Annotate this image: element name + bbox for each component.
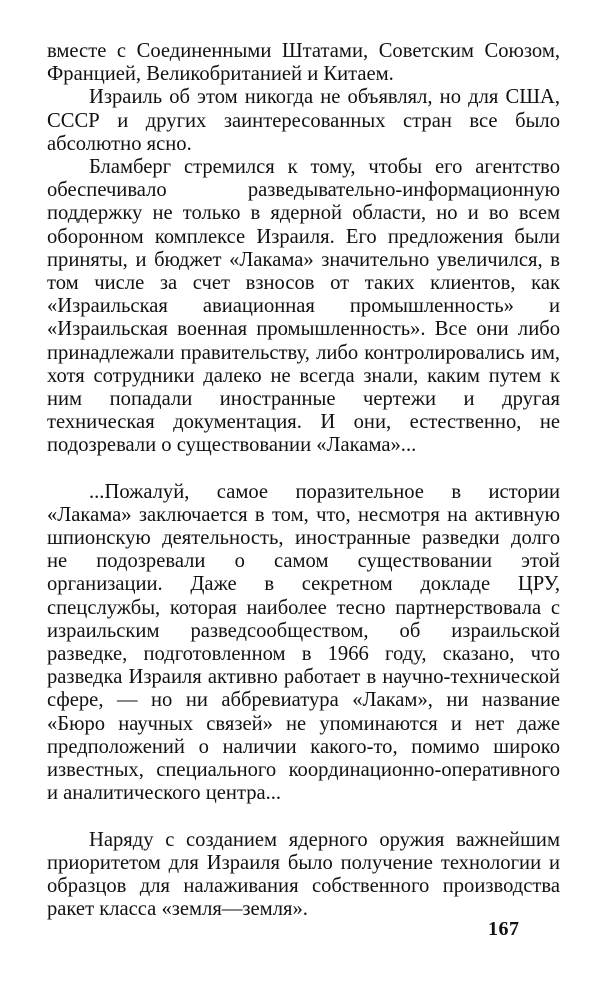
paragraph-4: ...Пожалуй, самое поразительное в истории «Лакама» заключается в том, что, несмотря на активную шпионскую деятельность, иностранные разведки долго не подозревали о самом существовании этой организации. Даже в секретном докладе ЦРУ, спецслужбы, которая наиболее тесно партнерствовала с израильским разведсообществом, об израильской разведке, подготовленном в 1966 году, сказано, что разведка Израиля активно работает в научно-технической сфере, — но ни аббревиатура «Лакам», ни название «Бюро научных связей» не упоминаются и нет даже предположений о наличии какого-то, помимо широко известных, специального координационно-оперативного и аналитического центра... bbox=[47, 480, 560, 805]
paragraph-3: Бламберг стремился к тому, чтобы его агентство обеспечивало разведывательно-информационную поддержку не только в ядерной области, но и во всем оборонном комплексе Израиля. Его предложения были приняты, и бюджет «Лакама» значительно увеличился, в том числе за счет взносов от таких клиентов, как «Израильская авиационная промышленность» и «Израильская военная промышленность». Все они либо принадлежали правительству, либо контролировались им, хотя сотрудники далеко не всегда знали, каким путем к ним попадали иностранные чертежи и другая техническая документация. И они, естественно, не подозревали о существовании «Лакама»... bbox=[47, 156, 560, 457]
paragraph-2: Израиль об этом никогда не объявлял, но для США, СССР и других заинтересованных стран все было абсолютно ясно. bbox=[47, 86, 560, 155]
section-break bbox=[47, 458, 560, 481]
paragraph-5: Наряду с созданием ядерного оружия важнейшим приоритетом для Израиля было получение технологии и образцов для налаживания собственного производства ракет класса «земля—земля». bbox=[47, 828, 560, 921]
paragraph-1: вместе с Соединенными Штатами, Советским Союзом, Францией, Великобританией и Китаем. bbox=[47, 40, 560, 86]
section-break bbox=[47, 806, 560, 829]
page-number: 167 bbox=[488, 918, 520, 940]
